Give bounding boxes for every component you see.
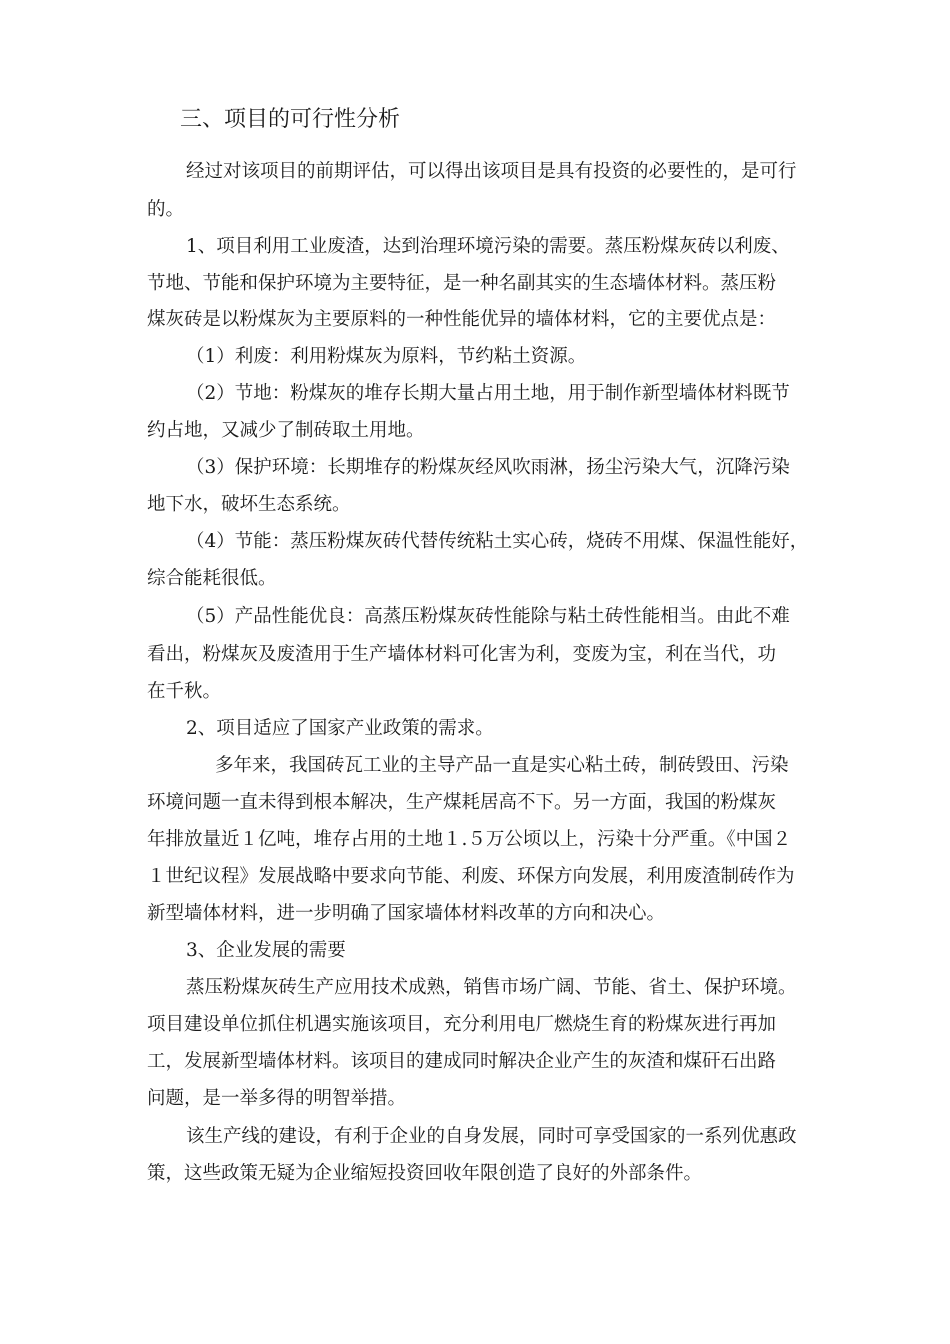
text-line: （1）利废：利用粉煤灰为原料，节约粘土资源。 — [186, 346, 587, 367]
text-line: 2、项目适应了国家产业政策的需求。 — [186, 718, 494, 739]
text-line: 工，发展新型墙体材料。该项目的建成同时解决企业产生的灰渣和煤矸石出路 — [147, 1051, 777, 1072]
text-line: （4）节能：蒸压粉煤灰砖代替传统粘土实心砖，烧砖不用煤、保温性能好， — [186, 531, 809, 552]
text-line: 节地、节能和保护环境为主要特征，是一种名副其实的生态墙体材料。蒸压粉 — [147, 273, 777, 294]
text-line: 的。 — [147, 199, 185, 220]
text-line: １世纪议程》发展战略中要求向节能、利废、环保方向发展，利用废渣制砖作为 — [147, 866, 795, 887]
text-line: 煤灰砖是以粉煤灰为主要原料的一种性能优异的墙体材料，它的主要优点是： — [147, 309, 777, 330]
text-line: 综合能耗很低。 — [147, 568, 277, 589]
text-line: 约占地，又减少了制砖取土用地。 — [147, 420, 425, 441]
text-line: 项目建设单位抓住机遇实施该项目，充分利用电厂燃烧生育的粉煤灰进行再加 — [147, 1014, 777, 1035]
text-line: 该生产线的建设，有利于企业的自身发展，同时可享受国家的一系列优惠政 — [186, 1126, 797, 1147]
text-line: 新型墙体材料，进一步明确了国家墙体材料改革的方向和决心。 — [147, 903, 666, 924]
text-line: （2）节地：粉煤灰的堆存长期大量占用土地，用于制作新型墙体材料既节 — [186, 383, 790, 404]
text-line: 年排放量近１亿吨，堆存占用的土地１.５万公顷以上，污染十分严重。《中国２ — [147, 829, 792, 850]
text-line: 多年来，我国砖瓦工业的主导产品一直是实心粘土砖，制砖毁田、污染 — [215, 755, 789, 776]
text-line: 策，这些政策无疑为企业缩短投资回收年限创造了良好的外部条件。 — [147, 1163, 703, 1184]
text-line: 环境问题一直未得到根本解决，生产煤耗居高不下。另一方面，我国的粉煤灰 — [147, 792, 777, 813]
text-line: 经过对该项目的前期评估，可以得出该项目是具有投资的必要性的，是可行 — [186, 161, 797, 182]
text-line: 1、项目利用工业废渣，达到治理环境污染的需要。蒸压粉煤灰砖以利废、 — [186, 236, 790, 257]
section-title: 三、项目的可行性分析 — [180, 107, 401, 132]
text-line: 蒸压粉煤灰砖生产应用技术成熟，销售市场广阔、节能、省土、保护环境。 — [186, 977, 797, 998]
text-line: 看出，粉煤灰及废渣用于生产墙体材料可化害为利，变废为宝，利在当代，功 — [147, 644, 777, 665]
text-line: （3）保护环境：长期堆存的粉煤灰经风吹雨淋，扬尘污染大气，沉降污染 — [186, 457, 790, 478]
text-line: 3、企业发展的需要 — [186, 940, 346, 961]
text-line: （5）产品性能优良：高蒸压粉煤灰砖性能除与粘土砖性能相当。由此不难 — [186, 606, 790, 627]
text-line: 在千秋。 — [147, 681, 222, 702]
text-line: 问题，是一举多得的明智举措。 — [147, 1088, 407, 1109]
text-line: 地下水，破坏生态系统。 — [147, 494, 351, 515]
